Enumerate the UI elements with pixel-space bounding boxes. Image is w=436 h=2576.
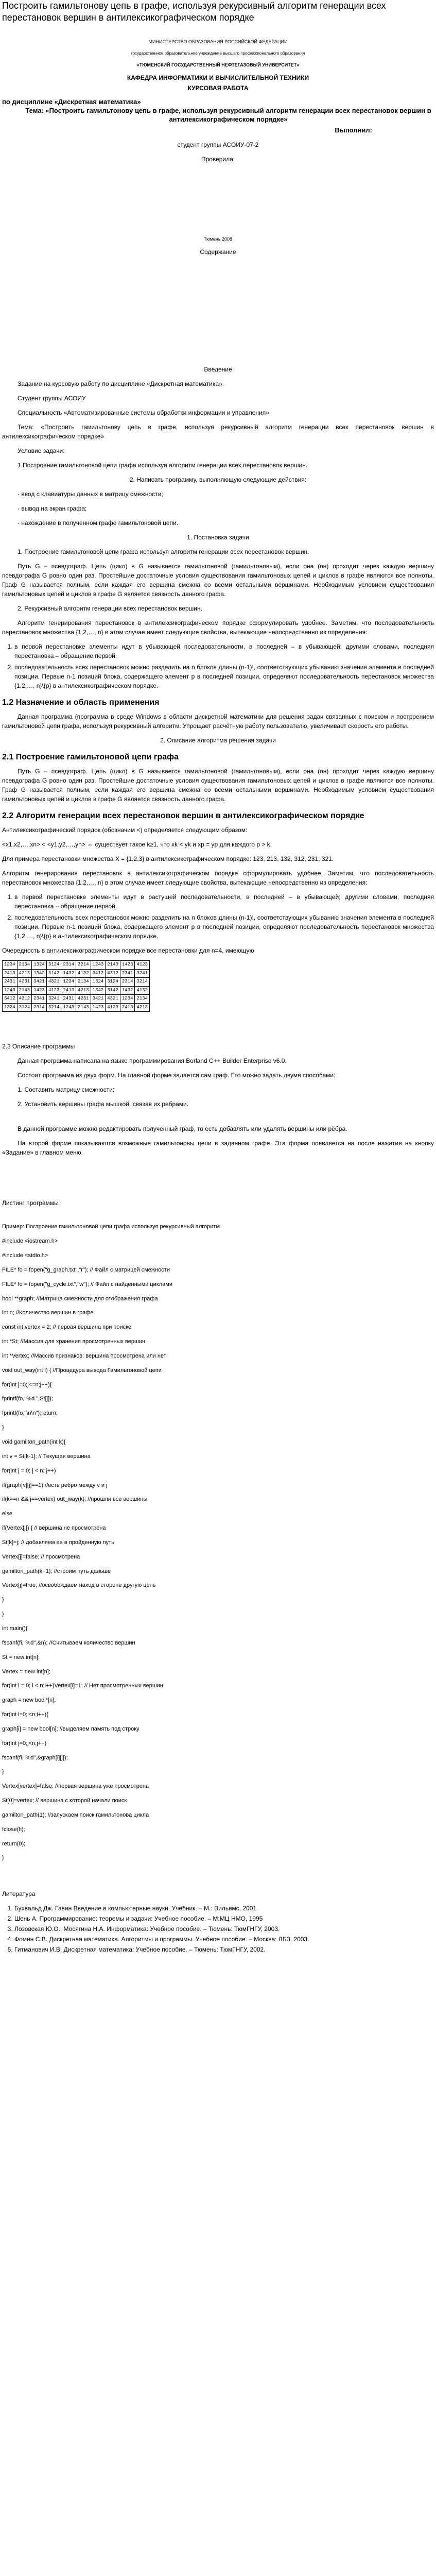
permutation-table [2, 960, 150, 1012]
contents-label: Содержание [200, 248, 236, 256]
list-item: 2. последовательность всех перестановок можно разделить на n блоков длины (n-1)!, соответствующих убыванию значения элемента в последней позиции. Первые n-1 позиций блока, содержащего элемент p в последней позиции, определяют последовательность перестановок множества {1,2,…, n}\{p} в антилексикографическом порядке. [14, 913, 434, 941]
page-title: Построить гамильтонову цепь в графе, используя рекурсивный алгоритм генерации всех перестановок вершин в антилексикографическом порядке [2, 1, 386, 23]
table-cell: 4213 [76, 986, 91, 995]
section-paragraph: Состоит программа из двух форм. На главной форме задается сам граф. Его можно задать двумя способами: [18, 1072, 336, 1079]
department-name: КАФЕДРА ИНФОРМАТИКИ И ВЫЧИСЛИТЕЛЬНОЙ ТЕХНИКИ [127, 74, 309, 82]
code-line: else [2, 1511, 13, 1517]
table-cell: 3241 [46, 995, 61, 1004]
code-line: gamilton_path(1); //запускаем поиск гамильтонова цикла [2, 1811, 149, 1818]
code-line: return(0); [2, 1840, 26, 1847]
code-line: Пример: Построение гамильтоновой цепи графа используя рекурсивный алгоритм [2, 1224, 220, 1230]
table-cell: 3412 [91, 969, 106, 978]
intro-paragraph: Тема: «Построить гамильтонову цепь в графе, используя рекурсивный алгоритм генерации всех перестановок вершин в антилексикографическом порядке» [2, 423, 434, 440]
table-cell: 2143 [17, 986, 32, 995]
table-cell: 4321 [46, 978, 61, 987]
code-line: graph[i] = new bool[n]; //выделяем память под строку [2, 1725, 139, 1732]
reference-item: 5. Гитманович И.В. Дискретная математика: Учебное пособие. – Тюмень: ТюмГНГУ, 2002. [14, 1945, 434, 1954]
table-cell: 1423 [32, 986, 47, 995]
table-cell: 1234 [120, 995, 135, 1004]
table-cell: 2341 [32, 995, 47, 1004]
intro-paragraph: 1. Постановка задачи [187, 534, 249, 541]
code-line: } [2, 1597, 4, 1603]
references-list [2, 1904, 434, 1954]
code-line: Vertex[j]=true; //освобождаем наход в стороне другую цепь [2, 1582, 156, 1589]
section-paragraph: Для примера перестановки множества X = {1,2,3} в антилексикографическом порядке: 123, 213, 132, 312, 231, 321. [2, 855, 334, 863]
section-paragraph: Данная программа (программа в среде Windows в области дискретной математики для решения задач связанных с поиском и построением гамильтоновой цепи графа, используя рекурсивный алгоритм. Упрощает расчётную работу пользователю, увеличивает скорость его работы. [2, 713, 434, 730]
reference-item: 1. Бухвальд Дж. Гэвин Введение в компьютерные науки. Учебник. – М.: Вильямс, 2001 [14, 1904, 434, 1913]
list-item: 1. в первой перестановке элементы идут в растущей последовательности, в последней – в убывающей; другими словами, последняя перестановка – обращение первой. [14, 892, 434, 911]
student-line: студент группы АСОИУ-07-2 [177, 141, 259, 148]
code-line: int main(){ [2, 1625, 28, 1632]
table-cell: 4123 [46, 986, 61, 995]
table-row [3, 986, 150, 995]
intro-paragraph: 2. Рекурсивный алгоритм генерации всех перестановок вершин. [18, 605, 202, 613]
table-cell: 3124 [106, 978, 120, 987]
table-cell: 2413 [120, 1003, 135, 1012]
references-heading: Литература [2, 1890, 36, 1898]
code-line: } [2, 1769, 4, 1775]
permutation-table-wrap [2, 960, 434, 1012]
code-line: St[k]=j; // добавляем ее в пройденную путь [2, 1539, 114, 1546]
intro-heading: Введение [204, 366, 232, 374]
code-line: for(int j=0;j<n;j++) [2, 1740, 47, 1747]
section-paragraph: 2. Описание алгоритма решения задачи [160, 737, 276, 744]
table-cell: 2134 [135, 995, 150, 1004]
table-cell: 2413 [61, 986, 76, 995]
table-cell: 4321 [106, 995, 120, 1004]
table-cell: 3142 [46, 969, 61, 978]
university-name: «ТЮМЕНСКИЙ ГОСУДАРСТВЕННЫЙ НЕФТЕГАЗОВЫЙ УНИВЕРСИТЕТ» [136, 62, 300, 67]
intro-paragraph: 2. Написать программу, выполняющую следующие действия: [129, 476, 307, 484]
table-cell: 2314 [120, 978, 135, 987]
code-line: } [2, 1425, 4, 1431]
table-cell: 4213 [17, 969, 32, 978]
table-cell: 1423 [91, 1003, 106, 1012]
section-heading: 2.1 Построение гамильтоновой цепи графа [2, 753, 179, 762]
table-caption: Очередность в антилексикографическом порядке все перестановки для n=4, имеющую [2, 947, 254, 955]
section-paragraph: Путь G – псевдограф. Цепь (цикл) в G называется гамильтоновой (гамильтоновым), если она (он) проходит через каждую вершину псевдографа G ровно один раз. Простейшие достаточные условия существования гамильтоновых цепей и циклов в графе являются все полноты. Граф G называется полным, если каждая его вершина смежна со всеми остальными вершинами. Необходимым условием существования гамильтоновых цепей и циклов в графе G является связность данного графа. [2, 768, 434, 803]
table-cell: 1432 [120, 986, 135, 995]
table-cell: 2314 [32, 1003, 47, 1012]
table-cell: 1243 [61, 1003, 76, 1012]
table-cell: 3241 [135, 969, 150, 978]
section-paragraph: Данная программа написана на языке программирования Borland C++ Builder Enterprise v6.0. [18, 1057, 287, 1065]
topic-line: Тема: «Построить гамильтонову цепь в графе, используя рекурсивный алгоритм генерации всех перестановок вершин в антилексикографическом порядке» [25, 107, 431, 123]
table-cell: 1243 [91, 961, 106, 970]
table-cell: 4312 [17, 995, 32, 1004]
table-cell: 2134 [76, 978, 91, 987]
code-line: St = new int[n]; [2, 1654, 40, 1660]
table-cell: 4123 [135, 961, 150, 970]
table-cell: 3214 [135, 978, 150, 987]
code-line: Vertex[vertex]=false; //первая вершина уже просмотрена [2, 1783, 149, 1790]
table-cell: 2143 [106, 961, 120, 970]
code-line: #include <stdio.h> [2, 1252, 48, 1259]
code-line: int *St; //Массив для хранения просмотренных вершин [2, 1338, 146, 1345]
section-paragraph: 2. Установить вершины графа мышкой, связав их ребрами. [18, 1100, 189, 1108]
section-paragraph: Алгоритм генерирования перестановок в антилексикографическом порядке сформулировать удобнее. Заметим, что последовательность перестановок множества {1,2,…, n} в этом случае имеет следующие свойства, вытекающие непосредственно из определения: [2, 870, 434, 887]
code-line: Vertex = new int[n]; [2, 1668, 50, 1675]
reference-item: 2. Шень А. Программирование: теоремы и задачи: Учебное пособие. – М:МЦ НМО, 1995 [14, 1914, 434, 1923]
intro-paragraph: Задание на курсовую работу по дисциплине «Дискретная математика». [18, 380, 224, 388]
table-cell: 2431 [61, 995, 76, 1004]
code-line: St[0]=vertex; // вершина с которой начали поиск [2, 1798, 127, 1804]
table-cell: 1342 [91, 986, 106, 995]
code-line: FILE* fo = fopen("g_graph.txt","r"); // Файл с матрицей смежности [2, 1266, 170, 1273]
intro-paragraph: - ввод с клавиатуры данных в матрицу смежности; [18, 490, 163, 498]
table-cell: 4231 [76, 995, 91, 1004]
intro-paragraph: Путь G – псевдограф. Цепь (цикл) в G называется гамильтоновой (гамильтоновым), если она (он) проходит через каждую вершину псевдографа G ровно один раз. Простейшие достаточные условия существования гамильтоновых цепей и циклов в графе являются все полноты. Граф G называется полным, если каждая его вершина смежна со всеми остальными вершинами. Необходимым условием существования гамильтоновых цепей и циклов в графе G является связность данного графа. [2, 563, 434, 598]
intro-paragraph: Условие задачи: [18, 447, 65, 455]
code-line: int *Vertex; //Массив признаков: вершина просмотрена или нет [2, 1352, 166, 1359]
table-row [3, 961, 150, 970]
table-row [3, 1003, 150, 1012]
table-cell: 3421 [91, 995, 106, 1004]
intro-paragraph: Специальность «Автоматизированные системы обработки информации и управления» [18, 409, 269, 417]
table-cell: 4213 [135, 1003, 150, 1012]
section-heading: 2.3 Описание программы [2, 1043, 75, 1050]
code-line: int n; //Количество вершин в графе [2, 1310, 94, 1316]
table-cell: 3421 [32, 978, 47, 987]
code-line: } [2, 1611, 4, 1618]
table-cell: 2413 [3, 969, 18, 978]
table-cell: 2134 [17, 961, 32, 970]
table-cell: 1324 [32, 961, 47, 970]
code-line: gamilton_path(k+1); //строим путь дальше [2, 1568, 111, 1574]
table-cell: 3214 [46, 1003, 61, 1012]
table-cell: 3124 [46, 961, 61, 970]
reference-item: 4. Фомин С.В. Дискретная математика. Алгоритмы и программы. Учебное пособие. – Москва: ЛБЗ, 2003. [14, 1935, 434, 1944]
code-line: if(graph[v][j]==1) //есть ребро между v и j [2, 1482, 108, 1488]
table-cell: 4123 [106, 1003, 120, 1012]
code-line: int v = St[k-1]; // Текущая вершина [2, 1453, 91, 1460]
table-row [3, 969, 150, 978]
code-listing [2, 1223, 434, 1862]
table-cell: 3124 [17, 1003, 32, 1012]
code-line: if(k==n && j==vertex) out_way(k); //прошли все вершины [2, 1496, 148, 1503]
code-line: fscanf(fi,"%d",&n); //Считываем количество вершин [2, 1639, 135, 1646]
code-line: } [2, 1855, 4, 1861]
intro-paragraph: Алгоритм генерирования перестановок в антилексикографическом порядке сформулировать удобнее. Заметим, что последовательность перестановок множества {1,2,…, n} в этом случае имеет следующие свойства, вытекающие непосредственно из определения: [2, 619, 434, 636]
table-cell: 4132 [76, 969, 91, 978]
table-cell: 2143 [76, 1003, 91, 1012]
section-paragraph: На второй форме показываются возможные гамильтоновы цепи в заданном графе. Эта форма появляется на после нажатия на кнопку «Задание» в главном меню. [2, 1140, 434, 1157]
intro-paragraph: 1.Построение гамильтоновой цепи графа используя алгоритм генерации всех перестановок вершин. [18, 462, 308, 469]
section-heading: 2.2 Алгоритм генерации всех перестановок вершин в антилексикографическом порядке [2, 811, 364, 821]
properties-list [2, 892, 434, 941]
section-heading: 1.2 Назначение и область применения [2, 698, 160, 707]
code-line: fprintf(fo,"\n\n");return; [2, 1410, 58, 1417]
table-cell: 1243 [3, 986, 18, 995]
code-line: for(int i=0;i<n;i++){ [2, 1711, 48, 1718]
code-line: void gamilton_path(int k){ [2, 1439, 66, 1445]
table-cell: 3142 [106, 986, 120, 995]
city-year: Тюмень 2008 [203, 236, 233, 242]
checked-label: Проверила: [201, 155, 235, 163]
properties-list [2, 642, 434, 690]
code-line: const int vertex = 2; // первая вершина при поиске [2, 1324, 132, 1331]
table-cell: 4231 [17, 978, 32, 987]
table-row [3, 978, 150, 987]
table-cell: 4312 [106, 969, 120, 978]
table-row [3, 995, 150, 1004]
table-cell: 4132 [135, 986, 150, 995]
intro-paragraph: Студент группы АСОИУ [18, 395, 86, 402]
code-line: graph = new bool*[n]; [2, 1697, 56, 1704]
code-line: Vertex[j]=false; // просмотрена [2, 1553, 80, 1560]
table-cell: 3412 [3, 995, 18, 1004]
section-paragraph: 1. Составить матрицу смежности; [18, 1086, 115, 1094]
code-line: FILE* fo = fopen("g_cycle.txt","w"); // Файл с найденными циклами [2, 1281, 172, 1287]
table-cell: 2431 [3, 978, 18, 987]
intro-paragraph: - вывод на экран графа; [18, 505, 87, 513]
table-cell: 1432 [61, 969, 76, 978]
table-cell: 2314 [61, 961, 76, 970]
code-line: fscanf(fi,"%d",&graph[i][j]); [2, 1754, 68, 1761]
discipline-line: по дисциплине «Дискретная математика» [2, 98, 141, 106]
section-paragraph: <x1,x2,…,xn> < <y1,y2,…,yn> ⇔ существует такое k≥1, что xk < yk и xp = yp для каждого p > k. [2, 841, 272, 849]
table-cell: 1324 [3, 1003, 18, 1012]
intro-paragraph: 1. Построение гамильтоновой цепи графа используя алгоритм генерации всех перестановок вершин. [18, 548, 309, 556]
code-line: for(int i = 0; i < n;i++)Vertex[i]=1; // Нет просмотренных вершин [2, 1683, 163, 1689]
table-cell: 1342 [32, 969, 47, 978]
intro-paragraph: - нахождение в полученном графе гамильтоновой цепи. [18, 519, 179, 527]
code-line: #include <iostream.h> [2, 1238, 58, 1245]
table-cell: 1423 [120, 961, 135, 970]
work-type: КУРСОВАЯ РАБОТА [187, 84, 249, 92]
code-line: if(Vertex[j]) { // вершина не просмотрена [2, 1525, 106, 1532]
code-line: void out_way(int i) { //Процедура вывода Гамильтоновой цепи [2, 1367, 162, 1374]
listing-heading: Листинг программы [2, 1199, 59, 1207]
code-line: fprintf(fo,"%d ",St[j]); [2, 1396, 53, 1402]
institution-line: государственное образовательное учреждение высшего профессионального образования [131, 50, 305, 56]
code-line: bool **graph; //Матрица смежности для отображения графа [2, 1295, 158, 1302]
list-item: 2. последовательность всех перестановок можно разделить на n блоков длины (n-1)!, соответствующих убыванию значения элемента в последней позиции. Первые n-1 позиций блока, содержащего элемент p в последней позиции, определяют последовательность перестановок множества {1,2,…, n}\{p} в антилексикографическом порядке. [14, 663, 434, 690]
table-cell: 1324 [91, 978, 106, 987]
ministry-line: МИНИСТЕРСТВО ОБРАЗОВАНИЯ РОССИЙСКОЙ ФЕДЕРАЦИИ [148, 39, 288, 44]
reference-item: 3. Лозовская Ю.О., Мосягина Н.А. Информатика: Учебное пособие. – Тюмень: ТюмГНГУ, 2003. [14, 1924, 434, 1934]
list-item: 1. в первой перестановке элементы идут в убывающей последовательности, в последней – в убывающей; другими словами, последняя перестановка – обращение первой. [14, 642, 434, 660]
code-line: for(int j = 0; j < n; j++) [2, 1467, 56, 1474]
table-cell: 3214 [76, 961, 91, 970]
code-line: fclose(fi); [2, 1826, 25, 1833]
table-cell: 2341 [120, 969, 135, 978]
code-line: for(int j=0;j<=n;j++){ [2, 1381, 52, 1388]
section-paragraph: Антилексикографический порядок (обозначим <) определяется следующим образом: [2, 826, 248, 834]
table-cell: 1234 [61, 978, 76, 987]
section-paragraph: В данной программе можно редактировать полученный граф, то есть добавлять или удалять вершины или рёбра. [18, 1125, 347, 1133]
table-cell: 1234 [3, 961, 18, 970]
performed-label: Выполнил: [335, 126, 372, 134]
